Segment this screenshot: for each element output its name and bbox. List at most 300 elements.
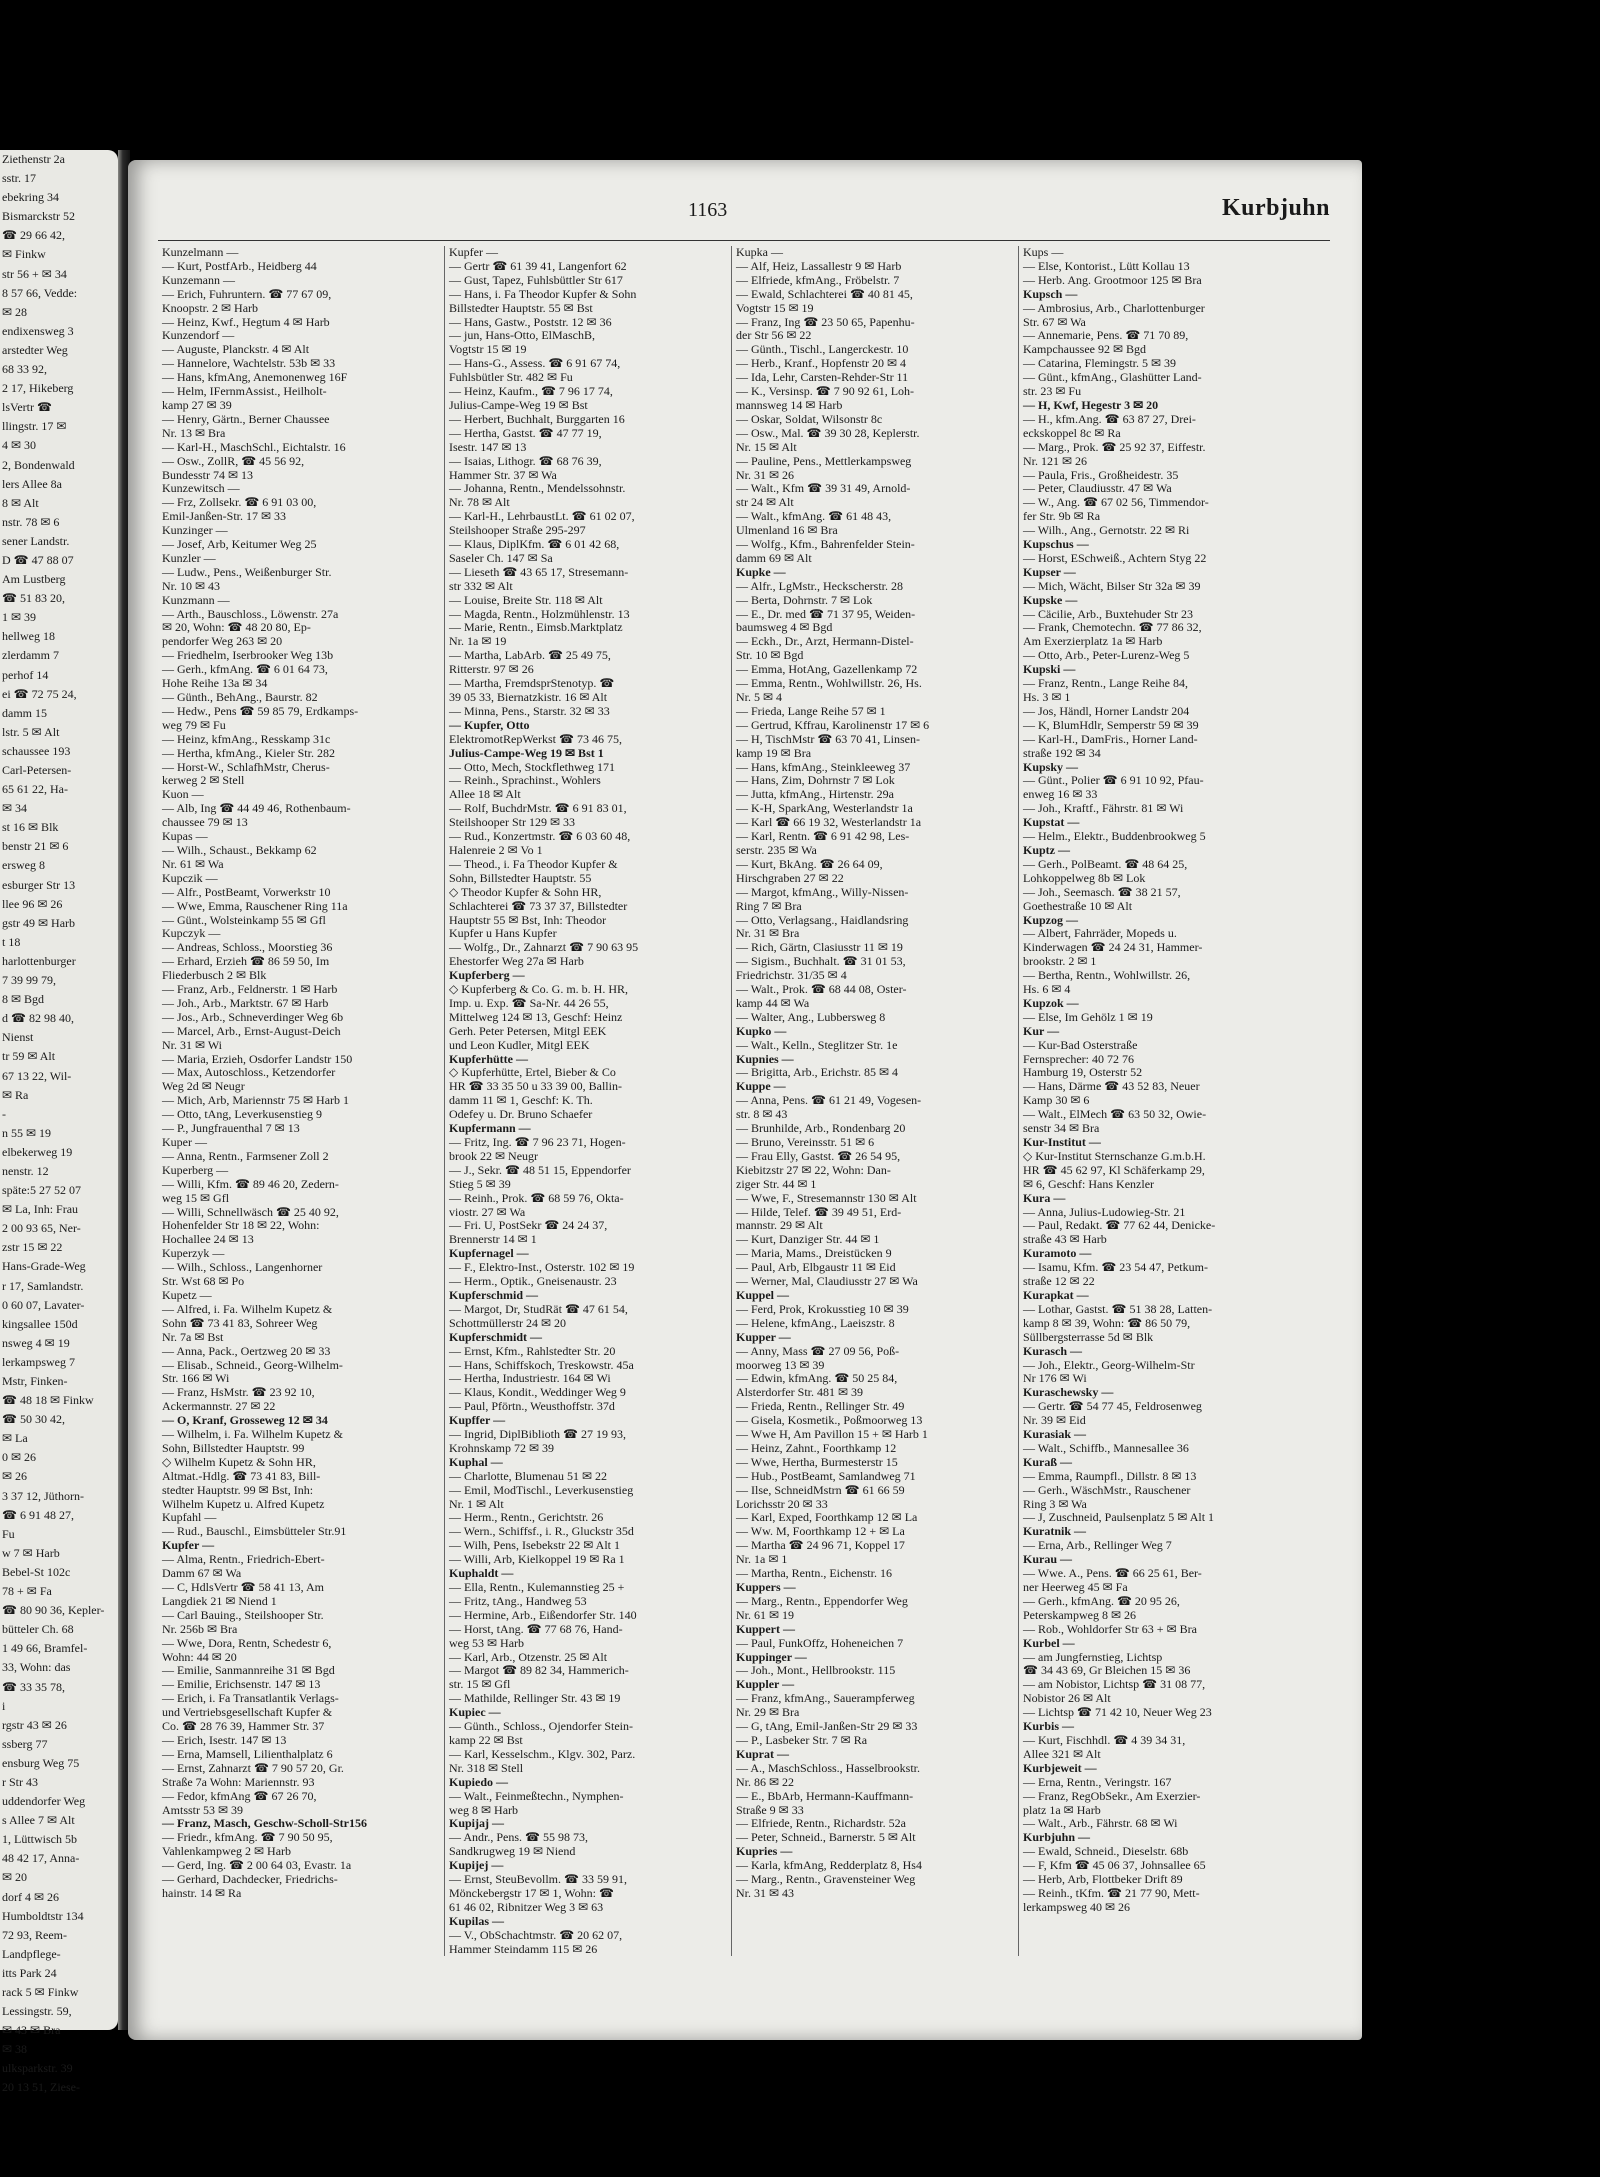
directory-entry-line: Damm 67 ✉ Wa [162,1566,242,1581]
directory-entry-line: — Joh., Seemasch. ☎ 38 21 57, [1023,884,1181,899]
left-page-line: st 16 ✉ Blk [2,820,59,835]
directory-entry-line: platz 1a ✉ Harb [1023,1802,1101,1817]
left-page-line: ensburg Weg 75 [2,1755,80,1770]
directory-entry-line: Julius-Campe-Weg 19 ✉ Bst [449,397,588,412]
directory-entry-line: — Otto, Arb., Peter-Lurenz-Weg 5 [1023,648,1190,663]
directory-entry-line: Kuppler — [736,1677,795,1692]
left-page-line: dorf 4 ✉ 26 [2,1889,60,1904]
directory-entry-line: — Friedhelm, Iserbrooker Weg 13b [162,648,334,663]
directory-entry-line: Nr. 10 ✉ 43 [162,578,221,593]
directory-entry-line: Hohenfelder Str 18 ✉ 22, Wohn: [162,1218,320,1233]
directory-entry-line: — Willi, Schnellwäsch ☎ 25 40 92, [162,1204,339,1219]
left-page-line: damm 15 [2,705,47,720]
directory-entry-line: Kuraß — [1023,1454,1073,1469]
directory-entry-line: Kunzemann — [162,272,235,287]
left-page-line: r Str 43 [2,1774,38,1789]
directory-entry-line: — Franz, Arb., Feldnerstr. 1 ✉ Harb [162,982,338,997]
directory-entry-line: — Kur-Bad Osterstraße [1023,1037,1138,1052]
directory-entry-line: damm 11 ✉ 1, Geschf: K. Th. [449,1093,593,1108]
directory-entry-line: Amtsstr 53 ✉ 39 [162,1802,244,1817]
directory-entry-line: — Walt., kfmAng. ☎ 61 48 43, [736,509,892,524]
directory-entry-line: — Fri. U, PostSekr ☎ 24 24 37, [449,1218,608,1233]
header-rule [158,240,1330,241]
directory-entry-line: — Friedr., kfmAng. ☎ 7 90 50 95, [162,1830,333,1845]
left-page-line: schaussee 193 [2,743,71,758]
left-page-line: 3 37 12, Jüthorn- [2,1488,84,1503]
directory-entry-line: fer Str. 9b ✉ Ra [1023,509,1101,524]
left-page-line: perhof 14 [2,667,49,682]
directory-entry-line: ✉ 6, Geschf: Hans Kenzler [1023,1176,1155,1191]
directory-entry-line: — Paul, Pförtn., Weusthoffstr. 37d [449,1399,615,1414]
directory-entry-line: Billstedter Hauptstr. 55 ✉ Bst [449,300,593,315]
directory-entry-line: Altmat.-Hdlg. ☎ 73 41 83, Bill- [162,1468,321,1483]
directory-entry-line: ◇ Kupferberg & Co. G. m. b. H. HR, [449,982,628,997]
directory-entry-line: — Franz, HsMstr. ☎ 23 92 10, [162,1385,315,1400]
directory-entry-line: — Willi, Kfm. ☎ 89 46 20, Zedern- [162,1176,339,1191]
directory-entry-line: Nobistor 26 ✉ Alt [1023,1691,1111,1706]
directory-entry-line: — Ernst, SteuBevollm. ☎ 33 59 91, [449,1872,627,1887]
left-page-line: tr 59 ✉ Alt [2,1049,56,1064]
directory-entry-line: Kuppel — [736,1287,790,1302]
left-page-line: 2, Bondenwald [2,457,75,472]
directory-entry-line: Nr. 318 ✉ Stell [449,1760,524,1775]
directory-entry-line: — Johanna, Rentn., Mendelssohnstr. [449,481,626,496]
directory-entry-line: — Paula, Fris., Großheidestr. 35 [1023,467,1179,482]
directory-entry-line: Kuramoto — [1023,1246,1092,1261]
directory-entry-line: — Martha, FremdsprStenotyp. ☎ [449,676,615,691]
directory-entry-line: kamp 8 ✉ 39, Wohn: ☎ 86 50 79, [1023,1315,1191,1330]
directory-entry-line: — Martha, Rentn., Eichenstr. 16 [736,1566,892,1581]
directory-entry-line: Kinderwagen ☎ 24 24 31, Hammer- [1023,940,1203,955]
directory-entry-line: der Str 56 ✉ 22 [736,328,812,343]
left-page-line: Lessingstr. 59, [2,2004,72,2019]
directory-entry-line: — Walt., Feinmeßtechn., Nymphen- [449,1788,624,1803]
directory-entry-line: — J, Zuschneid, Paulsenplatz 5 ✉ Alt 1 [1023,1510,1215,1525]
directory-entry-line: — Anna, Pens. ☎ 61 21 49, Vogesen- [736,1093,922,1108]
directory-entry-line: Hamburg 19, Osterstr 52 [1023,1065,1143,1080]
directory-entry-line: Hauptstr 55 ✉ Bst, Inh: Theodor [449,912,607,927]
directory-entry-line: — K, BlumHdlr, Semperstr 59 ✉ 39 [1023,717,1199,732]
directory-entry-line: Wilhelm Kupetz u. Alfred Kupetz [162,1496,325,1511]
directory-entry-line: — Charlotte, Blumenau 51 ✉ 22 [449,1468,608,1483]
directory-entry-line: Nr. 29 ✉ Bra [736,1705,800,1720]
directory-entry-line: Vogtstr 15 ✉ 19 [736,300,814,315]
directory-entry-line: — Alf, Heiz, Lassallestr 9 ✉ Harb [736,258,902,273]
left-page-line: 8 57 66, Vedde: [2,285,78,300]
directory-entry-line: — Paul, Redakt. ☎ 77 62 44, Denicke- [1023,1218,1216,1233]
directory-entry-line: Kupzog — [1023,912,1079,927]
directory-entry-line: Fliederbusch 2 ✉ Blk [162,968,267,983]
directory-entry-line: — Walt., Schiffb., Mannesallee 36 [1023,1440,1189,1455]
directory-entry-line: — Alma, Rentn., Friedrich-Ebert- [162,1552,325,1567]
directory-entry-line: Kunzewitsch — [162,481,240,496]
left-page-line: sstr. 17 [2,171,37,186]
directory-entry-line: — Kurt, Danziger Str. 44 ✉ 1 [736,1232,880,1247]
directory-entry-line: — Bertha, Rentn., Wohlwillstr. 26, [1023,968,1191,983]
directory-entry-line: Mittelweg 124 ✉ 13, Geschf: Heinz [449,1009,623,1024]
directory-entry-line: — Rob., Wohldorfer Str 63 + ✉ Bra [1023,1621,1197,1636]
directory-entry-line: — Günth., Tischl., Langerckestr. 10 [736,342,909,357]
left-page-line: ✉ Ra [2,1087,29,1102]
left-page-line: ☎ 80 90 36, Kepler- [2,1603,105,1618]
directory-entry-line: — Mich, Arb, Mariennstr 75 ✉ Harb 1 [162,1093,350,1108]
directory-entry-line: — Walter, Ang., Lubbersweg 8 [736,1009,886,1024]
left-page-line: ✉ 20 [2,1870,28,1885]
left-page-line: esburger Str 13 [2,877,76,892]
directory-entry-line: — Karl-H., LehrbaustLt. ☎ 61 02 07, [449,509,635,524]
directory-entry-line: Kunzelmann — [162,245,239,259]
directory-entry-line: — Ambrosius, Arb., Charlottenburger [1023,300,1205,315]
directory-entry-line: Kupko — [736,1023,787,1038]
directory-entry-line: — Mathilde, Rellinger Str. 43 ✉ 19 [449,1691,621,1706]
directory-entry-line: — Peter, Schneid., Barnerstr. 5 ✉ Alt [736,1830,916,1845]
directory-entry-line: Kunzinger — [162,523,228,538]
directory-entry-line: Kurasiak — [1023,1427,1087,1442]
directory-entry-line: — K-H, SparkAng, Westerlandstr 1a [736,801,913,816]
directory-entry-line: Nr. 7a ✉ Bst [162,1329,224,1344]
directory-entry-line: Nr. 15 ✉ Alt [736,439,797,454]
directory-entry-line: — Emilie, Sanmannreihe 31 ✉ Bgd [162,1663,335,1678]
directory-entry-line: 39 05 33, Biernatzkistr. 16 ✉ Alt [449,690,608,704]
directory-entry-line: — C, HdlsVertr ☎ 58 41 13, Am [162,1580,324,1594]
directory-entry-line: — Alfr., PostBeamt, Vorwerkstr 10 [162,884,331,899]
left-page-line: Bebel-St 102c [2,1564,71,1579]
left-page-line: 0 60 07, Lavater- [2,1297,85,1312]
directory-entry-line: — Anny, Mass ☎ 27 09 56, Poß- [736,1343,900,1358]
directory-entry-line: Kuphaldt — [449,1566,514,1581]
directory-entry-line: Kur-Institut — [1023,1135,1101,1149]
left-page-line: ssberg 77 [2,1736,48,1751]
directory-entry-line: — Wilhelm, i. Fa. Wilhelm Kupetz & [162,1427,343,1442]
directory-entry-line: — Marie, Rentn., Eimsb.Marktplatz [449,620,623,635]
directory-entry-line: Nr. 31 ✉ Bra [736,926,800,941]
directory-entry-line: Nr. 61 ✉ 19 [736,1607,795,1622]
directory-entry-line: — Otto, Verlagsang., Haidlandsring [736,912,909,927]
left-page-line: 2 00 93 65, Ner- [2,1221,81,1236]
directory-entry-line: Kuptz — [1023,842,1071,857]
left-page-line: benstr 21 ✉ 6 [2,839,69,854]
directory-entry-line: — Lothar, Gastst. ☎ 51 38 28, Latten- [1023,1301,1213,1316]
directory-entry-line: senstr 34 ✉ Bra [1023,1121,1100,1136]
directory-entry-line: — Emilie, Erichsenstr. 147 ✉ 13 [162,1677,321,1692]
directory-entry-line: und Vertriebsgesellschaft Kupfer & [162,1705,333,1720]
directory-entry-line: Kupferschmid — [449,1287,539,1302]
directory-entry-line: chaussee 79 ✉ 13 [162,815,248,830]
page-number: 1163 [688,199,728,221]
directory-entry-line: Kiebitzstr 27 ✉ 22, Wohn: Dan- [736,1162,891,1177]
left-page-line: ebekring 34 [2,190,59,205]
directory-entry-line: Ring 3 ✉ Wa [1023,1496,1087,1511]
directory-entry-line: str. 15 ✉ Gfl [449,1677,511,1692]
directory-entry-line: — H., kfm.Ang. ☎ 63 87 27, Drei- [1023,411,1196,426]
directory-entry-line: Gerh. Peter Petersen, Mitgl EEK [449,1023,607,1038]
directory-entry-line: — Herbert, Buchhalt, Burggarten 16 [449,411,625,426]
directory-entry-line: Julius-Campe-Weg 19 ✉ Bst 1 [449,745,604,760]
directory-entry-line: — Kurt, PostfArb., Heidberg 44 [162,258,317,273]
directory-entry-line: Fernsprecher: 40 72 76 [1023,1051,1134,1066]
directory-entry-line: — Wwe H, Am Pavillon 15 + ✉ Harb 1 [736,1427,928,1442]
directory-entry-line: — Walt., Kfm ☎ 39 31 49, Arnold- [736,481,911,496]
directory-entry-line: Hammer Steindamm 115 ✉ 26 [449,1941,598,1956]
directory-entry-line: Halenreie 2 ✉ Vo 1 [449,842,543,857]
directory-entry-line: Kupferhütte — [449,1051,528,1066]
directory-entry-line: — Walt., Arb., Fährstr. 68 ✉ Wi [1023,1816,1178,1831]
directory-entry-line: — Berta, Dohrnstr. 7 ✉ Lok [736,592,873,607]
directory-entry-line: Kuperberg — [162,1162,229,1177]
directory-entry-line: weg 79 ✉ Fu [162,717,226,732]
directory-entry-line: Kurapkat — [1023,1287,1089,1302]
directory-entry-line: Kuprat — [736,1746,790,1761]
left-page-line: späte:5 27 52 07 [2,1183,81,1198]
directory-entry-line: — Reinh., tKfm. ☎ 21 77 90, Mett- [1023,1885,1200,1900]
directory-entry-line: — Margot, kfmAng., Willy-Nissen- [736,884,909,899]
left-page-line: llee 96 ✉ 26 [2,896,63,911]
directory-entry-line: — Elisab., Schneid., Georg-Wilhelm- [162,1357,343,1372]
directory-entry-line: — Sigism., Buchhalt. ☎ 31 01 53, [736,954,906,969]
directory-entry-line: Nr 176 ✉ Wi [1023,1371,1087,1386]
left-page-line: Ziethenstr 2a [2,152,65,166]
directory-entry-line: Ring 7 ✉ Bra [736,898,802,913]
directory-entry-line: — Joh., Mont., Hellbrookstr. 115 [736,1663,896,1678]
directory-entry-line: — Erich, i. Fa Transatlantik Verlags- [162,1691,339,1706]
directory-entry-line: Kupilas — [449,1913,505,1928]
directory-entry-line: Vogtstr 15 ✉ 19 [449,342,527,357]
directory-entry-line: — Erich, Isestr. 147 ✉ 13 [162,1732,287,1747]
directory-entry-line: Kupiec — [449,1705,501,1720]
left-page-line: 65 61 22, Ha- [2,782,68,797]
directory-entry-line: Hammer Str. 37 ✉ Wa [449,467,557,482]
directory-entry-line: — Erna, Rentn., Veringstr. 167 [1023,1774,1172,1789]
directory-entry-line: Nr. 1a ✉ 1 [736,1552,788,1567]
directory-entry-line: — Marcel, Arb., Ernst-August-Deich [162,1023,341,1038]
left-page-line: ☎ 51 83 20, [2,591,65,606]
directory-entry-line: — Klaus, DiplKfm. ☎ 6 01 42 68, [449,537,620,552]
directory-entry-line: straße 12 ✉ 22 [1023,1274,1095,1289]
directory-entry-line: — Minna, Pens., Starstr. 32 ✉ 33 [449,703,610,718]
left-page-line: lerkampsweg 7 [2,1354,75,1369]
directory-entry-line: — E., Dr. med ☎ 71 37 95, Weiden- [736,606,916,621]
directory-entry-line: Hochallee 24 ✉ 13 [162,1232,254,1247]
directory-entry-line: — Erich, Fuhruntern. ☎ 77 67 09, [162,286,332,301]
directory-entry-line: kamp 27 ✉ 39 [162,397,232,412]
directory-entry-line: Vahlenkampweg 2 ✉ Harb [162,1844,292,1859]
left-page-line: 1 49 66, Bramfel- [2,1641,88,1656]
directory-entry-line: — Frank, Chemotechn. ☎ 77 86 32, [1023,620,1202,635]
directory-entry-line: Wohn: 44 ✉ 20 [162,1649,237,1664]
directory-columns [158,246,1332,1956]
directory-entry-line: — Gerh., WäschMstr., Rauschener [1023,1482,1191,1497]
directory-entry-line: — Karla, kfmAng, Redderplatz 8, Hs4 [736,1858,922,1873]
directory-entry-line: — Alfr., LgMstr., Heckscherstr. 28 [736,578,903,593]
directory-entry-line: — Heinz, Zahnt., Foorthkamp 12 [736,1440,897,1455]
directory-entry-line: — Ernst, Kfm., Rahlstedter Str. 20 [449,1343,616,1358]
directory-entry-line: Nr. 86 ✉ 22 [736,1774,795,1789]
directory-entry-line: — Ida, Lehr, Carsten-Rehder-Str 11 [736,370,909,385]
directory-entry-line: straße 43 ✉ Harb [1023,1232,1107,1247]
directory-entry-line: Kupijaj — [449,1816,505,1831]
left-page-line: n 55 ✉ 19 [2,1125,52,1140]
directory-entry-line: weg 53 ✉ Harb [449,1635,525,1650]
directory-entry-line: pendorfer Weg 263 ✉ 20 [162,634,283,649]
directory-entry-line: Kupczik — [162,870,218,885]
left-page-line: ulksparkstr. 39 [2,2061,73,2076]
directory-entry-line: brook 22 ✉ Neugr [449,1148,539,1163]
directory-page [128,160,1362,2040]
directory-entry-line: — Emil, ModTischl., Leverkusenstieg [449,1482,634,1497]
directory-entry-line: — Marg., Rentn., Gravensteiner Weg [736,1872,916,1887]
directory-entry-line: Kupser — [1023,564,1076,579]
directory-entry-line: — Gerh., kfmAng. ☎ 20 95 26, [1023,1593,1180,1608]
directory-entry-line: Sohn, Billstedter Hauptstr. 99 [162,1440,305,1455]
directory-entry-line: serstr. 235 ✉ Wa [736,842,817,857]
directory-entry-line: — Isaias, Lithogr. ☎ 68 76 39, [449,453,602,468]
directory-entry-line: — P., Lasbeker Str. 7 ✉ Ra [736,1732,868,1747]
directory-entry-line: — am Nobistor, Lichtsp ☎ 31 08 77, [1023,1677,1206,1692]
directory-entry-line: Kurasch — [1023,1343,1083,1358]
directory-entry-line: ◇ Kur-Institut Sternschanze G.m.b.H. [1023,1148,1206,1163]
directory-entry-line: kamp 19 ✉ Bra [736,745,812,760]
directory-entry-line: Goethestraße 10 ✉ Alt [1023,898,1133,913]
directory-entry-line: — Alb, Ing ☎ 44 49 46, Rothenbaum- [162,801,351,816]
directory-entry-line: — Otto, Mech, Stockflethweg 171 [449,759,615,774]
directory-entry-line: — Hans, Schiffskoch, Treskowstr. 45a [449,1357,634,1372]
left-page-line: 67 13 22, Wil- [2,1068,72,1083]
directory-entry-line: — Elfriede, kfmAng., Fröbelstr. 7 [736,272,900,287]
directory-entry-line: Lorichsstr 20 ✉ 33 [736,1496,828,1511]
directory-entry-line: — Carl Bauing., Steilshooper Str. [162,1607,324,1622]
directory-entry-line: Kupfermann — [449,1121,531,1136]
directory-entry-line: Kupffer — [449,1413,506,1428]
directory-entry-line: — H, TischMstr ☎ 63 70 41, Linsen- [736,731,920,746]
directory-entry-line: — Heinz, kfmAng., Resskamp 31c [162,731,331,746]
directory-entry-line: str. 8 ✉ 43 [736,1107,788,1122]
directory-entry-line: — Hertha, Industriestr. 164 ✉ Wi [449,1371,611,1386]
left-page-line: ☎ 29 66 42, [2,228,65,243]
directory-entry-line: — Karl, Kesselschm., Klgv. 302, Parz. [449,1746,636,1761]
directory-entry-line: Nr. 121 ✉ 26 [1023,453,1088,468]
directory-entry-line: Kuphal — [449,1454,503,1469]
directory-entry-line: Kupski — [1023,662,1076,677]
directory-entry-line: brookstr. 2 ✉ 1 [1023,954,1097,969]
directory-entry-line: weg 8 ✉ Harb [449,1802,519,1817]
directory-entry-line: Nr. 256b ✉ Bra [162,1621,238,1636]
directory-entry-line: — Günt., Wolsteinkamp 55 ✉ Gfl [162,912,326,927]
left-page-line: r 17, Samlandstr. [2,1278,84,1293]
directory-entry-line: Krohnskamp 72 ✉ 39 [449,1440,555,1455]
directory-entry-line: — Jos, Händl, Horner Landstr 204 [1023,703,1190,718]
directory-entry-line: ziger Str. 44 ✉ 1 [736,1176,817,1191]
directory-entry-line: — Kupfer, Otto [449,717,530,732]
directory-entry-line: — Gerh., kfmAng. ☎ 6 01 64 73, [162,662,328,677]
directory-entry-line: — Elfriede, Rentn., Richardstr. 52a [736,1816,906,1831]
directory-entry-line: 61 46 02, Ribnitzer Weg 3 ✉ 63 [449,1899,604,1914]
directory-entry-line: Peterskampweg 8 ✉ 26 [1023,1607,1137,1622]
directory-entry-line: — Herm., Optik., Gneisenaustr. 23 [449,1274,617,1289]
directory-entry-line: moorweg 13 ✉ 39 [736,1357,825,1372]
directory-entry-line: — Maria, Mams., Dreistücken 9 [736,1246,892,1261]
directory-entry-line: Lohkoppelweg 8b ✉ Lok [1023,870,1146,885]
directory-entry-line: ◇ Theodor Kupfer & Sohn HR, [449,884,602,899]
left-page-line: Fu [2,1526,15,1541]
directory-entry-line: Kupetz — [162,1287,212,1302]
directory-entry-line: — Emma, HotAng, Gazellenkamp 72 [736,662,918,677]
directory-entry-line: — Max, Autoschloss., Ketzendorfer [162,1065,336,1080]
directory-entry-line: — Wwe, Hertha, Burmesterstr 15 [736,1454,898,1469]
directory-entry-line: — Günt., Polier ☎ 6 91 10 92, Pfau- [1023,773,1204,788]
directory-entry-line: str 24 ✉ Alt [736,495,794,510]
directory-entry-line: Kupfer — [162,1538,215,1553]
left-page-line: ✉ Finkw [2,247,46,262]
directory-entry-line: — Horst, ESchweiß., Achtern Styg 22 [1023,550,1207,565]
directory-entry-line: — Hedw., Pens ☎ 59 85 79, Erdkamps- [162,703,359,718]
directory-entry-line: — Hermine, Arb., Eißendorfer Str. 140 [449,1607,637,1622]
left-page-line: Carl-Petersen- [2,763,72,777]
left-page-line: lsVertr ☎ [2,400,52,415]
left-page-line: ✉ 26 [2,1469,28,1484]
directory-entry-line: — Hans, kfmAng, Anemonenweg 16F [162,370,348,385]
left-page-line: nstr. 78 ✉ 6 [2,514,60,529]
left-page-line: d ☎ 82 98 40, [2,1011,74,1026]
directory-entry-line: Nr. 61 ✉ Wa [162,856,224,871]
directory-entry-line: — Wern., Schiffsf., i. R., Gluckstr 35d [449,1524,634,1539]
left-page-line: 1 ✉ 39 [2,610,37,625]
directory-entry-line: Kuper — [162,1135,207,1149]
left-page-line: ✉ 34 [2,801,28,816]
directory-entry-line: — Anna, Rentn., Farmsener Zoll 2 [162,1148,329,1163]
directory-entry-line: — F, Kfm ☎ 45 06 37, Johnsallee 65 [1023,1858,1206,1873]
directory-entry-line: — V., ObSchachtmstr. ☎ 20 62 07, [449,1927,623,1942]
directory-entry-line: — Herm., Rentn., Gerichtstr. 26 [449,1510,604,1525]
directory-entry-line: Kuperzyk — [162,1246,225,1261]
left-page-line: bütteler Ch. 68 [2,1622,74,1637]
directory-entry-line: — Else, Im Gehölz 1 ✉ 19 [1023,1009,1153,1024]
directory-entry-line: ✉ 20, Wohn: ☎ 48 20 80, Ep- [162,620,311,635]
directory-entry-line: — Erna, Mamsell, Lilienthalplatz 6 [162,1746,333,1761]
left-page-edge [0,150,118,2095]
directory-entry-line: — Wilh., Schaust., Bekkamp 62 [162,842,317,857]
directory-entry-line: Süllbergsterrasse 5d ✉ Blk [1023,1329,1154,1344]
directory-entry-line: — Hub., PostBeamt, Samlandweg 71 [736,1468,916,1483]
directory-entry-line: — Ilse, SchneidMstrn ☎ 61 66 59 [736,1482,905,1497]
left-page-line: ☎ 6 91 48 27, [2,1507,74,1522]
directory-column-1 [158,246,444,1956]
directory-entry-line: Sohn, Billstedter Hauptstr. 55 [449,870,592,885]
directory-entry-line: — Mich, Wächt, Bilser Str 32a ✉ 39 [1023,578,1201,593]
directory-entry-line: — Brunhilde, Arb., Rondenbarg 20 [736,1121,906,1136]
directory-entry-line: — Rich, Gärtn, Clasiusstr 11 ✉ 19 [736,940,903,955]
directory-entry-line: — Brigitta, Arb., Erichstr. 85 ✉ 4 [736,1065,899,1080]
directory-entry-line: Kuppers — [736,1580,796,1594]
directory-entry-line: — Isamu, Kfm. ☎ 23 54 47, Petkum- [1023,1260,1208,1275]
directory-entry-line: — Karl, Rentn. ☎ 6 91 42 98, Les- [736,829,910,844]
directory-entry-line: eckskoppel 8c ✉ Ra [1023,425,1121,440]
left-page-line: kingsallee 150d [2,1316,78,1331]
directory-entry-line: — Herb., Kranf., Hopfenstr 20 ✉ 4 [736,356,907,371]
directory-entry-line: HR ☎ 45 62 97, Kl Schäferkamp 29, [1023,1162,1205,1177]
directory-entry-line: kamp 22 ✉ Bst [449,1732,523,1747]
left-page-line: zstr 15 ✉ 22 [2,1240,63,1255]
left-page-line: s Allee 7 ✉ Alt [2,1813,75,1828]
directory-entry-line: Kupnies — [736,1051,794,1066]
directory-entry-line: — Joh., Arb., Marktstr. 67 ✉ Harb [162,995,329,1010]
directory-entry-line: Ulmenland 16 ✉ Bra [736,523,838,538]
directory-entry-line: — Catarina, Flemingstr. 5 ✉ 39 [1023,356,1177,371]
directory-entry-line: ☎ 34 43 69, Gr Bleichen 15 ✉ 36 [1023,1663,1191,1678]
directory-entry-line: — P., Jungfrauenthal 7 ✉ 13 [162,1121,300,1136]
directory-entry-line: Nr. 31 ✉ Wi [162,1037,223,1052]
directory-entry-line: Isestr. 147 ✉ 13 [449,439,527,454]
page-header [128,195,1362,235]
